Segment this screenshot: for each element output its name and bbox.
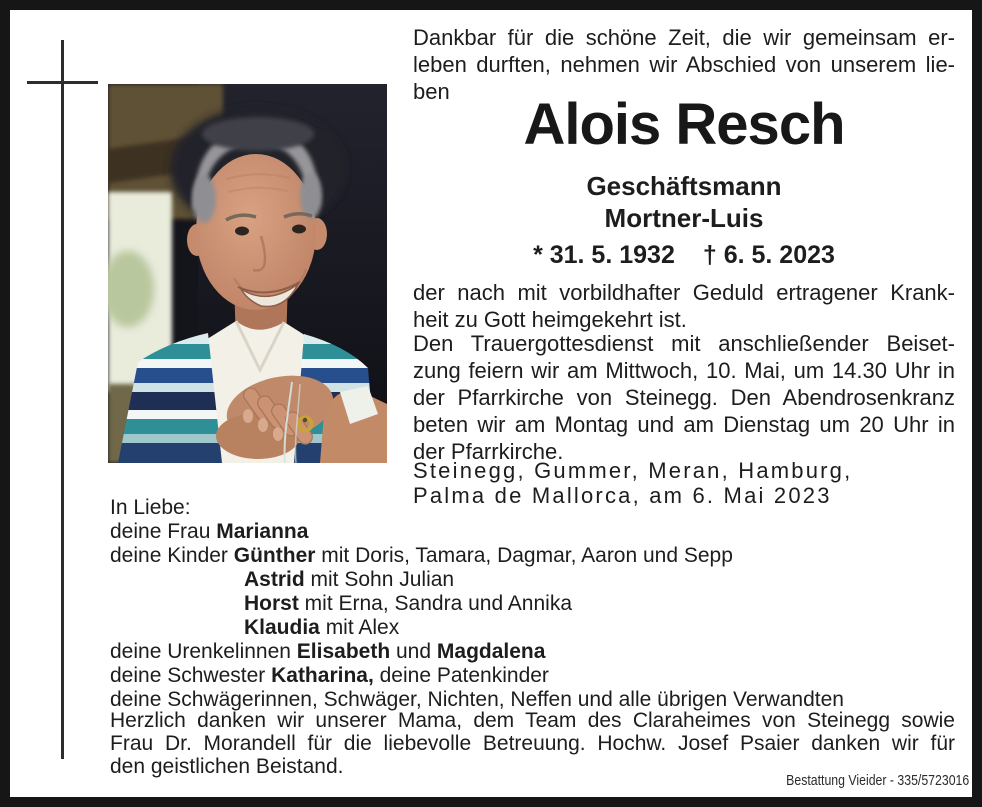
mourner-text: deine Urenkelinnen [110, 640, 297, 663]
mourner-text: In Liebe: [110, 496, 191, 519]
text-line: der Pfarrkirche von Steinegg. Den Abendrosenkranz [413, 385, 955, 410]
mourner-text: deine Patenkinder [373, 664, 549, 687]
mourners-list [110, 496, 960, 712]
house-name: Mortner-Luis [604, 203, 764, 233]
mourner-line [110, 520, 960, 544]
mourner-text: mit Doris, Tamara, Dagmar, Aaron und Sepp [315, 544, 733, 567]
mourner-name: Elisabeth [296, 640, 391, 663]
mourner-name: Astrid [244, 568, 305, 591]
text-line: leben durften, nehmen wir Abschied von unserem lie- [413, 52, 955, 77]
mourner-line [110, 592, 960, 616]
mourner-line [110, 664, 960, 688]
mourner-name: Marianna [216, 520, 309, 543]
text-line: Palma de Mallorca, am 6. Mai 2023 [413, 483, 832, 508]
portrait-illustration [108, 84, 387, 463]
mourner-line [110, 616, 960, 640]
mourner-text: und [390, 640, 437, 663]
mourner-text: deine Schwägerinnen, Schwäger, Nichten, Neffen und alle übrigen Verwandten [110, 688, 844, 711]
text-line: der nach mit vorbildhafter Geduld ertragener Krank- [413, 280, 955, 305]
text-line: den geistlichen Beistand. [110, 755, 344, 778]
passing-paragraph [413, 279, 955, 333]
mourner-text: mit Erna, Sandra und Annika [298, 592, 573, 615]
service-paragraph [413, 330, 955, 465]
mourner-text: deine Frau [110, 520, 217, 543]
mourner-line [110, 568, 960, 592]
mourner-name: Klaudia [244, 616, 320, 639]
mourner-name: Horst [244, 592, 299, 615]
text-line: der Pfarrkirche. [413, 439, 564, 464]
text-line: Dankbar für die schöne Zeit, die wir gemeinsam er- [413, 25, 955, 50]
mourner-name: Günther [233, 544, 316, 567]
cross-vertical-bar [61, 40, 64, 759]
mourner-line [110, 544, 960, 568]
death-date: † 6. 5. 2023 [702, 241, 835, 269]
mourner-line [110, 496, 960, 520]
funeral-home-credit: Bestattung Vieider - 335/5723016 [785, 772, 969, 789]
thanks-paragraph [110, 709, 955, 778]
mourner-name: Katharina, [271, 664, 374, 687]
portrait-photo [108, 84, 387, 463]
mourner-text: deine Schwester [110, 664, 272, 687]
mourner-name: Magdalena [436, 640, 546, 663]
cross-horizontal-bar [27, 81, 98, 84]
text-line: Frau Dr. Morandell für die liebevolle Betreuung. Hochw. Josef Psaier danken wir für [110, 732, 955, 755]
text-line: beten wir am Montag und am Dienstag um 20 Uhr in [413, 412, 955, 437]
mourner-line [110, 640, 960, 664]
deceased-name: Alois Resch [523, 92, 845, 157]
text-line: Den Trauergottesdienst mit anschließender Beiset- [413, 331, 955, 356]
text-line: ben [413, 79, 450, 104]
life-dates [413, 241, 955, 270]
text-line: zung feiern wir am Mittwoch, 10. Mai, um 14.30 Uhr in [413, 358, 955, 383]
mourner-text: deine Kinder [110, 544, 234, 567]
text-line: heit zu Gott heimgekehrt ist. [413, 307, 687, 332]
mourner-text: mit Sohn Julian [304, 568, 455, 591]
text-line: Steinegg, Gummer, Meran, Hamburg, [413, 458, 853, 483]
birth-date: * 31. 5. 1932 [533, 241, 675, 269]
profession: Geschäftsmann [586, 171, 782, 201]
text-line: Herzlich danken wir unserer Mama, dem Team des Claraheimes von Steinegg sowie [110, 709, 955, 732]
mourner-text: mit Alex [319, 616, 400, 639]
